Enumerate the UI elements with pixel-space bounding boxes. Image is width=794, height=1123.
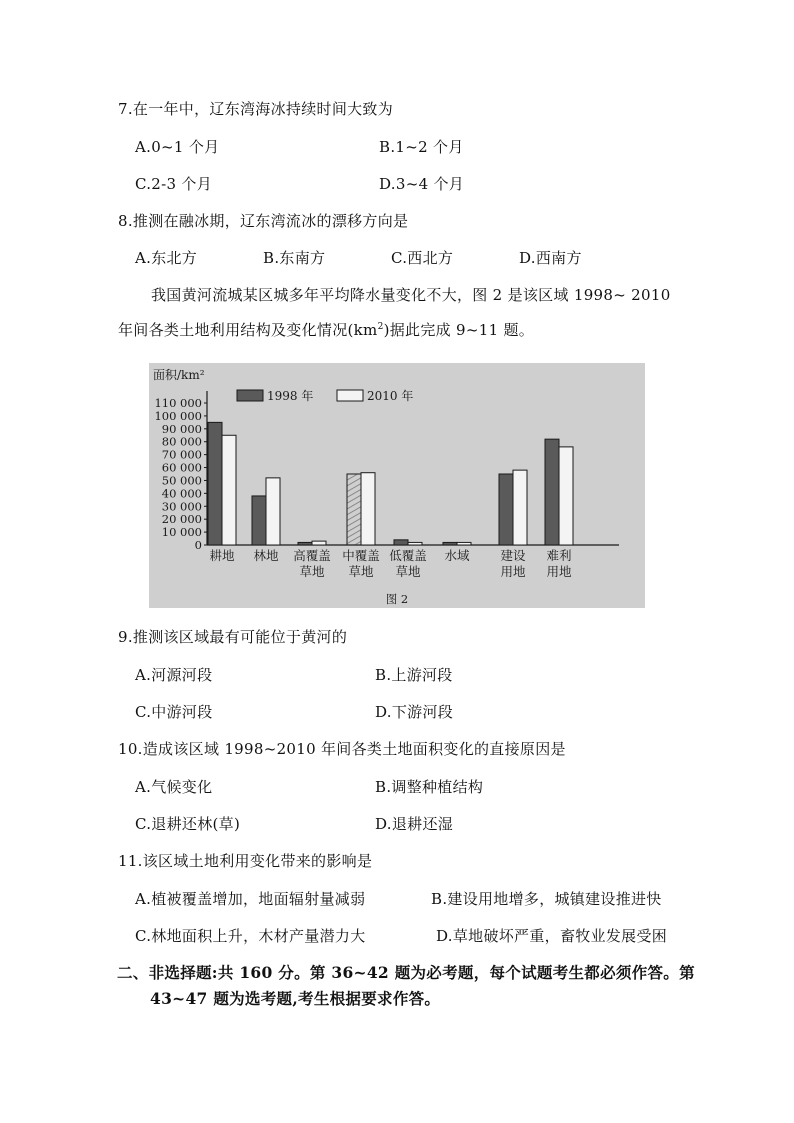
bar-2010 [457, 542, 471, 545]
question-9-stem: 9.推测该区域最有可能位于黄河的 [118, 628, 348, 646]
question-8-stem: 8.推测在融冰期，辽东湾流冰的漂移方向是 [118, 212, 409, 230]
y-tick-label: 50 000 [161, 473, 202, 488]
y-tick-label: 100 000 [154, 408, 202, 423]
bar-1998 [208, 422, 222, 545]
q10-option-b: B.调整种植结构 [375, 778, 484, 796]
question-11-stem: 11.该区域土地利用变化带来的影响是 [118, 852, 373, 870]
question-7-stem: 7.在一年中，辽东湾海冰持续时间大致为 [118, 100, 394, 118]
x-category-label: 耕地 [209, 548, 235, 563]
q7-option-c: C.2-3 个月 [135, 175, 213, 193]
bar-2010 [408, 542, 422, 545]
q10-option-c: C.退耕还林(草) [135, 815, 241, 833]
passage-superscript: 2 [377, 322, 384, 332]
legend-label-1998: 1998 年 [267, 389, 314, 403]
x-category-label: 中覆盖 [342, 548, 380, 563]
q11-option-a: A.植被覆盖增加，地面辐射量减弱 [135, 890, 366, 908]
q9-option-b: B.上游河段 [375, 666, 453, 684]
passage-line-1: 我国黄河流城某区城多年平均降水量变化不大，图 2 是该区域 1998~ 2010 [151, 286, 671, 304]
y-tick-label: 0 [194, 538, 202, 552]
x-category-label: 用地 [546, 564, 572, 579]
legend-label-2010: 2010 年 [367, 389, 414, 403]
q10-option-d: D.退耕还湿 [375, 815, 454, 833]
q11-option-d: D.草地破坏严重，畜牧业发展受困 [436, 927, 668, 945]
passage-line-2 [118, 319, 534, 340]
q9-option-d: D.下游河段 [375, 703, 454, 721]
legend-swatch-2010 [337, 390, 363, 401]
x-category-label: 草地 [395, 564, 421, 579]
x-category-label: 用地 [500, 564, 526, 579]
bar-2010 [513, 470, 527, 545]
q7-option-d: D.3~4 个月 [379, 175, 465, 193]
x-category-label: 高覆盖 [293, 548, 331, 563]
q10-option-a: A.气候变化 [135, 778, 213, 796]
section-2-heading-line-1: 二、非选择题:共 160 分。第 36~42 题为必考题，每个试题考生都必须作答。第 [117, 963, 695, 982]
y-tick-label: 110 000 [154, 396, 202, 410]
bar-1998 [298, 542, 312, 545]
y-tick-label: 60 000 [161, 460, 202, 475]
q9-option-c: C.中游河段 [135, 703, 213, 721]
q7-option-a: A.0~1 个月 [135, 138, 220, 156]
x-category-label: 低覆盖 [389, 548, 427, 563]
chart-svg [149, 363, 645, 608]
q11-option-c: C.林地面积上升，木材产量潜力大 [135, 927, 366, 945]
bar-2010 [312, 541, 326, 545]
q8-option-a: A.东北方 [135, 249, 198, 267]
y-tick-label: 90 000 [161, 421, 202, 436]
bar-1998 [443, 542, 457, 545]
x-category-label: 草地 [299, 564, 325, 579]
q8-option-d: D.西南方 [519, 249, 582, 267]
q8-option-c: C.西北方 [391, 249, 454, 267]
x-category-label: 林地 [253, 548, 279, 563]
q8-option-b: B.东南方 [263, 249, 326, 267]
bar-1998 [545, 439, 559, 545]
y-axis-label: 面积/km² [153, 368, 205, 382]
y-tick-label: 20 000 [161, 512, 202, 527]
bar-1998 [252, 496, 266, 545]
x-category-label: 难利 [546, 548, 572, 563]
y-tick-label: 40 000 [161, 486, 202, 501]
x-category-label: 草地 [348, 564, 374, 579]
q11-option-b: B.建设用地增多，城镇建设推进快 [431, 890, 662, 908]
passage-line-2-after: )据此完成 9~11 题。 [383, 321, 535, 339]
x-category-label: 水域 [444, 548, 470, 563]
figure-caption: 图 2 [385, 592, 409, 606]
bar-1998 [499, 474, 513, 545]
y-tick-label: 70 000 [161, 447, 202, 462]
q7-option-b: B.1~2 个月 [379, 138, 464, 156]
question-10-stem: 10.造成该区域 1998~2010 年间各类土地面积变化的直接原因是 [118, 740, 566, 758]
section-2-heading-line-2: 43~47 题为选考题,考生根据要求作答。 [150, 989, 441, 1008]
x-category-label: 建设 [500, 548, 526, 563]
y-tick-label: 30 000 [161, 499, 202, 514]
bar-2010 [361, 473, 375, 545]
bar-2010 [266, 478, 280, 545]
bar-2010 [559, 447, 573, 545]
y-tick-label: 10 000 [161, 525, 202, 540]
bar-2010 [222, 435, 236, 545]
bar-1998 [347, 474, 361, 545]
legend-swatch-1998 [237, 390, 263, 401]
y-tick-label: 80 000 [161, 434, 202, 449]
passage-line-2-before: 年间各类土地利用结构及变化情况(km [118, 321, 378, 339]
figure-2-chart [149, 363, 645, 608]
q9-option-a: A.河源河段 [135, 666, 213, 684]
bar-1998 [394, 540, 408, 545]
